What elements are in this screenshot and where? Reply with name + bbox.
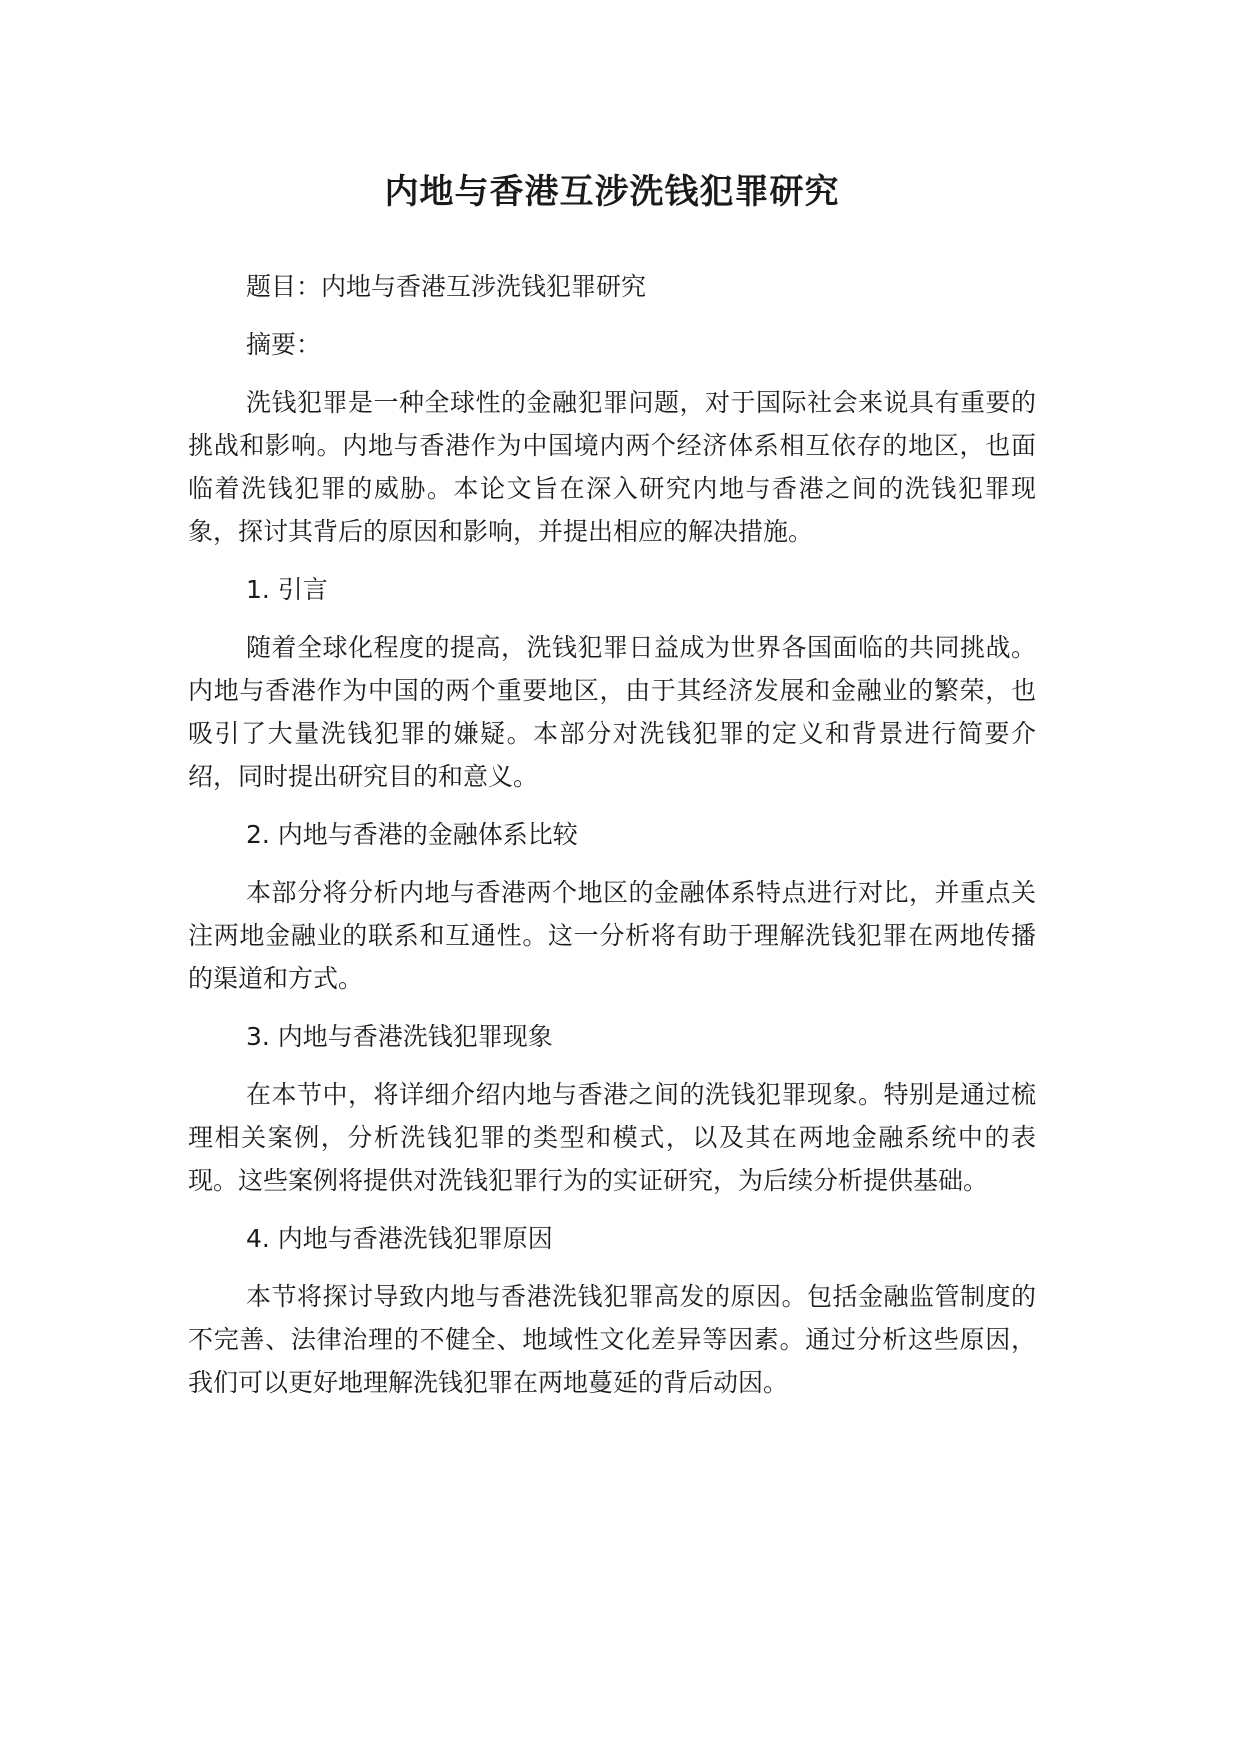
title-line: 题目：内地与香港互涉洗钱犯罪研究	[246, 271, 647, 301]
section-heading-causes: 4. 内地与香港洗钱犯罪原因	[246, 1223, 553, 1253]
section-heading-introduction: 1. 引言	[246, 574, 328, 604]
document-page	[188, 172, 1036, 1419]
section-heading-phenomenon: 3. 内地与香港洗钱犯罪现象	[246, 1021, 553, 1051]
abstract-paragraph: 洗钱犯罪是一种全球性的金融犯罪问题，对于国际社会来说具有重要的挑战和影响。内地与香港作为中国境内两个经济体系相互依存的地区，也面临着洗钱犯罪的威胁。本论文旨在深入研究内地与香港之间的洗钱犯罪现象，探讨其背后的原因和影响，并提出相应的解决措施。	[188, 387, 1036, 546]
causes-paragraph: 本节将探讨导致内地与香港洗钱犯罪高发的原因。包括金融监管制度的不完善、法律治理的不健全、地域性文化差异等因素。通过分析这些原因，我们可以更好地理解洗钱犯罪在两地蔓延的背后动因。	[188, 1281, 1036, 1397]
financial-system-paragraph: 本部分将分析内地与香港两个地区的金融体系特点进行对比，并重点关注两地金融业的联系和互通性。这一分析将有助于理解洗钱犯罪在两地传播的渠道和方式。	[188, 877, 1036, 993]
section-heading-financial-system: 2. 内地与香港的金融体系比较	[246, 819, 578, 849]
introduction-paragraph: 随着全球化程度的提高，洗钱犯罪日益成为世界各国面临的共同挑战。内地与香港作为中国的两个重要地区，由于其经济发展和金融业的繁荣，也吸引了大量洗钱犯罪的嫌疑。本部分对洗钱犯罪的定义和背景进行简要介绍，同时提出研究目的和意义。	[188, 632, 1036, 791]
abstract-heading: 摘要：	[246, 329, 322, 359]
phenomenon-paragraph: 在本节中，将详细介绍内地与香港之间的洗钱犯罪现象。特别是通过梳理相关案例，分析洗钱犯罪的类型和模式，以及其在两地金融系统中的表现。这些案例将提供对洗钱犯罪行为的实证研究，为后续分析提供基础。	[188, 1079, 1036, 1195]
document-title: 内地与香港互涉洗钱犯罪研究	[384, 172, 840, 212]
